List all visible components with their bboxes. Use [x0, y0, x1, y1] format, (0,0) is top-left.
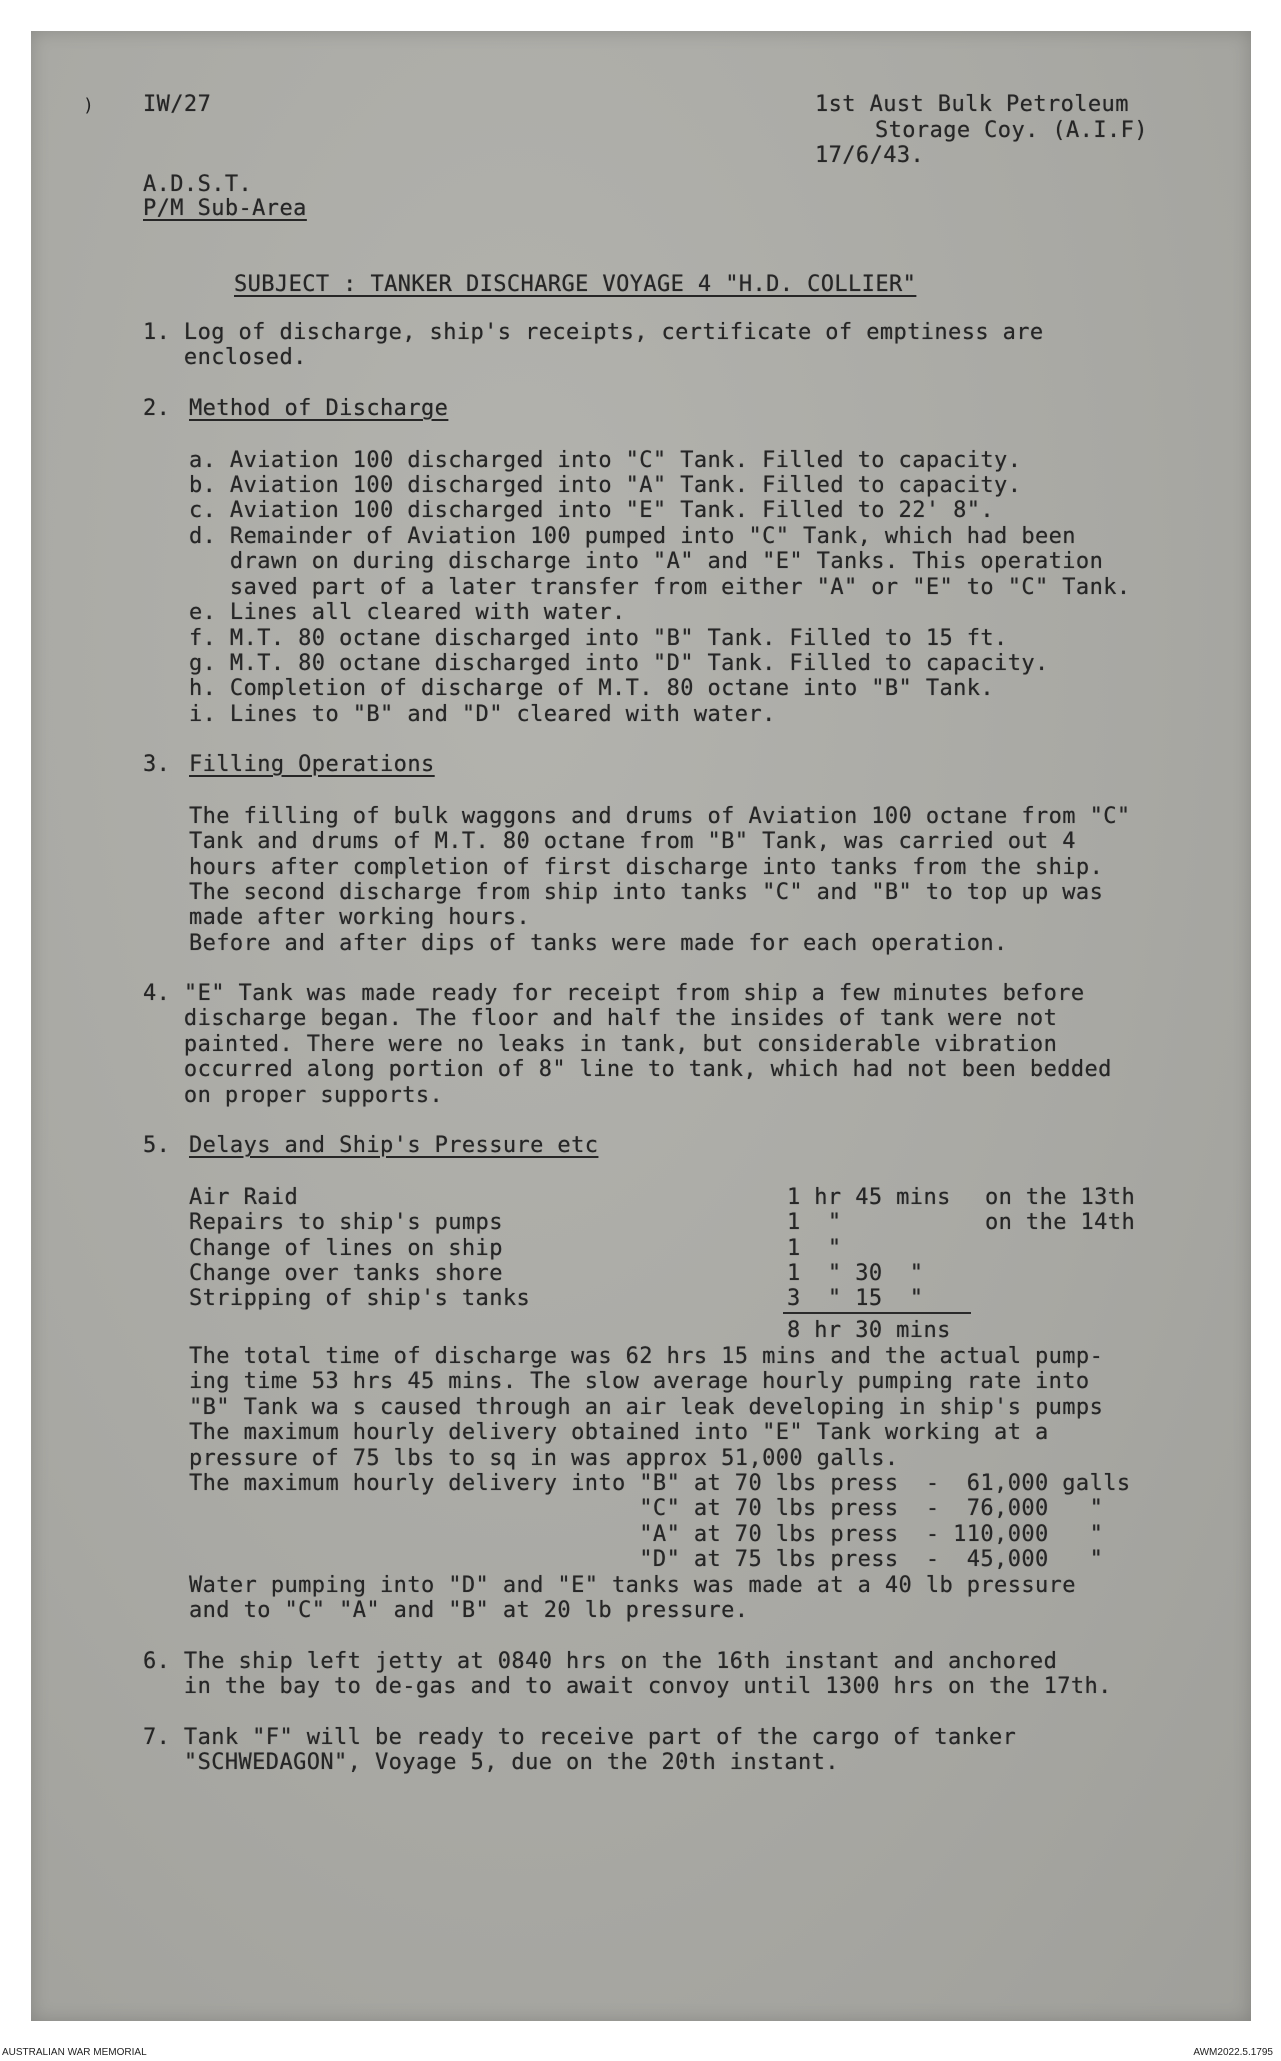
delay-item: Air Raid	[189, 1185, 299, 1210]
recipient-line-1: A.D.S.T.	[143, 172, 253, 197]
text-line: "B" Tank wa s caused through an air leak developing in ship's pumps	[189, 1395, 1104, 1420]
text-line: The maximum hourly delivery obtained into "E" Tank working at a	[189, 1420, 1049, 1445]
text-line: drawn on during discharge into "A" and "E" Tanks. This operation	[189, 549, 1104, 574]
text-line: "A" at 70 lbs press - 110,000 "	[189, 1522, 1104, 1547]
text-line: f. M.T. 80 octane discharged into "B" Tank. Filled to 15 ft.	[189, 626, 1008, 651]
delay-item: Change of lines on ship	[189, 1236, 503, 1261]
recipient-line-2: P/M Sub-Area	[143, 196, 307, 221]
text-line: enclosed.	[143, 345, 307, 370]
sender-line-1: 1st Aust Bulk Petroleum	[815, 92, 1129, 117]
text-line: Tank and drums of M.T. 80 octane from "B" Tank, was carried out 4	[189, 829, 1076, 854]
text-line: Before and after dips of tanks were made for each operation.	[189, 931, 1008, 956]
section-number: 5.	[143, 1133, 171, 1158]
text-line: b. Aviation 100 discharged into "A" Tank. Filled to capacity.	[189, 473, 1022, 498]
delay-item: Repairs to ship's pumps	[189, 1210, 503, 1235]
text-line: 6. The ship left jetty at 0840 hrs on the 16th instant and anchored	[143, 1649, 1058, 1674]
text-line: pressure of 75 lbs to sq in was approx 51,000 galls.	[189, 1446, 899, 1471]
text-line: The second discharge from ship into tanks "C" and "B" to top up was	[189, 880, 1104, 905]
text-line: i. Lines to "B" and "D" cleared with water.	[189, 702, 776, 727]
footer-credit: AUSTRALIAN WAR MEMORIAL	[2, 2047, 147, 2058]
text-line: The filling of bulk waggons and drums of Aviation 100 octane from "C"	[189, 804, 1131, 829]
delay-time: 1 " 30 "	[787, 1261, 924, 1286]
text-line: 1. Log of discharge, ship's receipts, certificate of emptiness are	[143, 320, 1044, 345]
delay-item: Stripping of ship's tanks	[189, 1286, 531, 1311]
text-line: a. Aviation 100 discharged into "C" Tank. Filled to capacity.	[189, 448, 1022, 473]
text-line: occurred along portion of 8" line to tank, which had not been bedded	[143, 1057, 1112, 1082]
delay-time: 1 hr 45 mins	[787, 1185, 951, 1210]
text-line: hours after completion of first discharge into tanks from the ship.	[189, 855, 1104, 880]
section-number: 3.	[143, 752, 171, 777]
footer-accession-number: AWM2022.5.1795	[1193, 2047, 1273, 2058]
text-line: The total time of discharge was 62 hrs 15 mins and the actual pump-	[189, 1344, 1104, 1369]
sender-line-2: Storage Coy. (A.I.F)	[875, 118, 1148, 143]
letter-date: 17/6/43.	[815, 143, 925, 168]
delay-time: 3 " 15 "	[787, 1286, 924, 1311]
margin-mark: )	[83, 95, 94, 116]
delay-note: on the 14th	[985, 1210, 1136, 1235]
text-line: ing time 53 hrs 45 mins. The slow average hourly pumping rate into	[189, 1369, 1090, 1394]
section-number: 2.	[143, 396, 171, 421]
text-line: "D" at 75 lbs press - 45,000 "	[189, 1547, 1104, 1572]
section-heading: Method of Discharge	[189, 396, 449, 421]
text-line: Water pumping into "D" and "E" tanks was made at a 40 lb pressure	[189, 1573, 1076, 1598]
text-line: made after working hours.	[189, 905, 531, 930]
text-line: g. M.T. 80 octane discharged into "D" Tank. Filled to capacity.	[189, 651, 1049, 676]
text-line: discharge began. The floor and half the insides of tank were not	[143, 1006, 1058, 1031]
sum-rule	[783, 1312, 971, 1314]
delay-time: 1 "	[787, 1236, 842, 1261]
text-line: on proper supports.	[143, 1083, 444, 1108]
text-line: h. Completion of discharge of M.T. 80 octane into "B" Tank.	[189, 676, 995, 701]
text-line: painted. There were no leaks in tank, but considerable vibration	[143, 1032, 1058, 1057]
text-line: e. Lines all cleared with water.	[189, 600, 626, 625]
text-line: saved part of a later transfer from either "A" or "E" to "C" Tank.	[189, 575, 1131, 600]
reference-number: IW/27	[143, 92, 212, 117]
text-line: 4. "E" Tank was made ready for receipt from ship a few minutes before	[143, 981, 1085, 1006]
text-line: d. Remainder of Aviation 100 pumped into "C" Tank, which had been	[189, 524, 1076, 549]
delay-time: 1 "	[787, 1210, 842, 1235]
section-heading: Delays and Ship's Pressure etc	[189, 1133, 599, 1158]
text-line: c. Aviation 100 discharged into "E" Tank. Filled to 22' 8".	[189, 498, 995, 523]
text-line: in the bay to de-gas and to await convoy until 1300 hrs on the 17th.	[143, 1674, 1112, 1699]
delay-total: 8 hr 30 mins	[787, 1318, 951, 1343]
text-line: "SCHWEDAGON", Voyage 5, due on the 20th instant.	[143, 1750, 839, 1775]
text-line: 7. Tank "F" will be ready to receive part of the cargo of tanker	[143, 1725, 1017, 1750]
delay-note: on the 13th	[985, 1185, 1136, 1210]
text-line: The maximum hourly delivery into "B" at 70 lbs press - 61,000 galls	[189, 1471, 1131, 1496]
text-line: and to "C" "A" and "B" at 20 lb pressure.	[189, 1598, 749, 1623]
subject-line: SUBJECT : TANKER DISCHARGE VOYAGE 4 "H.D. COLLIER"	[234, 272, 917, 297]
text-line: "C" at 70 lbs press - 76,000 "	[189, 1496, 1104, 1521]
delay-item: Change over tanks shore	[189, 1261, 503, 1286]
section-heading: Filling Operations	[189, 752, 435, 777]
